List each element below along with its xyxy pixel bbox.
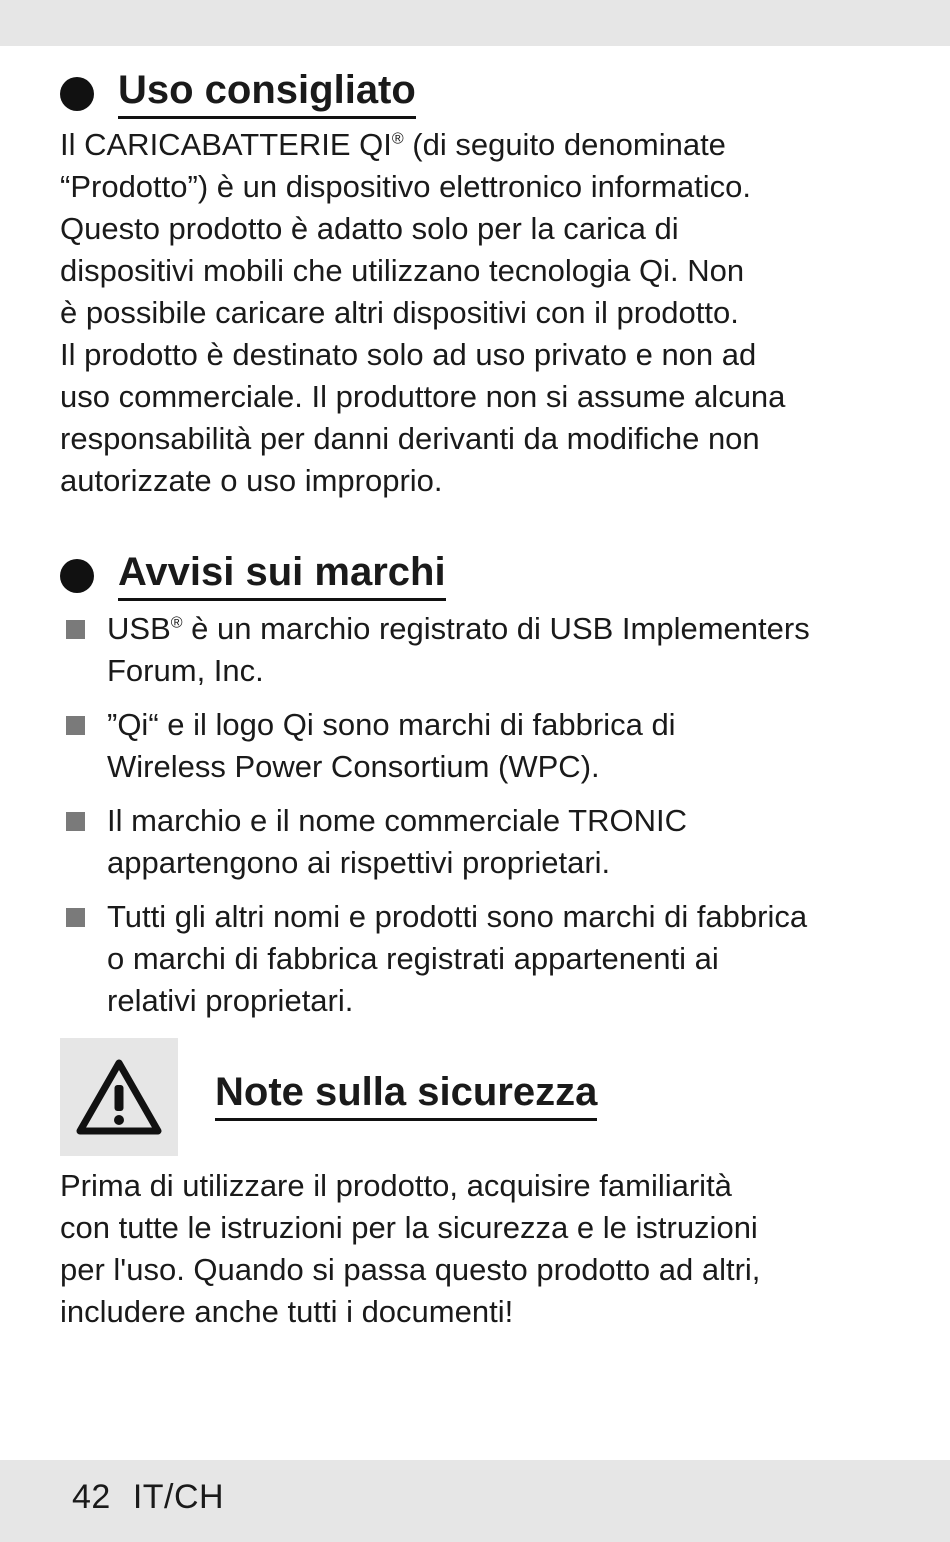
section-title: Uso consigliato	[118, 68, 416, 119]
list-item-line: Tutti gli altri nomi e prodotti sono marchi di fabbrica	[107, 899, 808, 934]
paragraph-line: Questo prodotto è adatto solo per la carica di	[60, 211, 679, 246]
square-bullet-icon	[66, 812, 85, 831]
paragraph-line: è possibile caricare altri dispositivi con il prodotto.	[60, 295, 739, 330]
locale-label: IT/CH	[132, 1478, 225, 1516]
paragraph-line: “Prodotto”) è un dispositivo elettronico informatico.	[60, 169, 751, 204]
list-item-line: Forum, Inc.	[107, 653, 264, 688]
paragraph-line: Prima di utilizzare il prodotto, acquisire familiarità	[60, 1168, 732, 1203]
warning-triangle-icon	[74, 1057, 164, 1137]
bullet-dot-icon	[60, 77, 94, 111]
paragraph-line: uso commerciale. Il produttore non si assume alcuna	[60, 379, 786, 414]
list-item-line: relativi proprietari.	[107, 983, 354, 1018]
paragraph-line: con tutte le istruzioni per la sicurezza e le istruzioni	[60, 1210, 758, 1245]
list-item-line: appartengono ai rispettivi proprietari.	[107, 845, 611, 880]
intended-use-paragraph	[60, 124, 860, 502]
list-item	[60, 704, 880, 788]
trademark-list	[60, 608, 880, 1034]
square-bullet-icon	[66, 908, 85, 927]
registered-mark: ®	[170, 614, 183, 632]
paragraph-line: per l'uso. Quando si passa questo prodotto ad altri,	[60, 1252, 761, 1287]
paragraph-line: dispositivi mobili che utilizzano tecnologia Qi. Non	[60, 253, 745, 288]
paragraph-line: includere anche tutti i documenti!	[60, 1294, 514, 1329]
text-fragment: è un marchio registrato di USB Implementers	[182, 611, 810, 646]
list-item	[60, 800, 880, 884]
paragraph-line: Il prodotto è destinato solo ad uso privato e non ad	[60, 337, 757, 372]
warning-box	[60, 1038, 178, 1156]
text-fragment: USB	[107, 611, 171, 646]
registered-mark: ®	[391, 130, 404, 148]
square-bullet-icon	[66, 716, 85, 735]
square-bullet-icon	[66, 620, 85, 639]
list-item	[60, 896, 880, 1022]
paragraph-line: autorizzate o uso improprio.	[60, 463, 443, 498]
section-safety-heading: Note sulla sicurezza	[215, 1070, 597, 1121]
top-band	[0, 0, 950, 46]
list-item-line: Il marchio e il nome commerciale TRONIC	[107, 803, 687, 838]
list-item-line	[107, 608, 880, 650]
text-fragment: (di seguito denominate	[403, 127, 726, 162]
list-item	[60, 608, 880, 692]
page-footer	[72, 1478, 224, 1517]
page-number: 42	[72, 1478, 111, 1516]
bullet-dot-icon	[60, 559, 94, 593]
list-item-line: o marchi di fabbrica registrati appartenenti ai	[107, 941, 719, 976]
text-fragment: Il CARICABATTERIE QI	[60, 127, 392, 162]
list-item-line: ”Qi“ e il logo Qi sono marchi di fabbrica di	[107, 707, 676, 742]
section-trademarks-heading	[60, 550, 446, 601]
section-intended-use-heading	[60, 68, 416, 119]
safety-paragraph	[60, 1165, 860, 1333]
paragraph-line	[60, 124, 860, 166]
section-title: Avvisi sui marchi	[118, 550, 446, 601]
paragraph-line: responsabilità per danni derivanti da modifiche non	[60, 421, 760, 456]
list-item-line: Wireless Power Consortium (WPC).	[107, 749, 600, 784]
